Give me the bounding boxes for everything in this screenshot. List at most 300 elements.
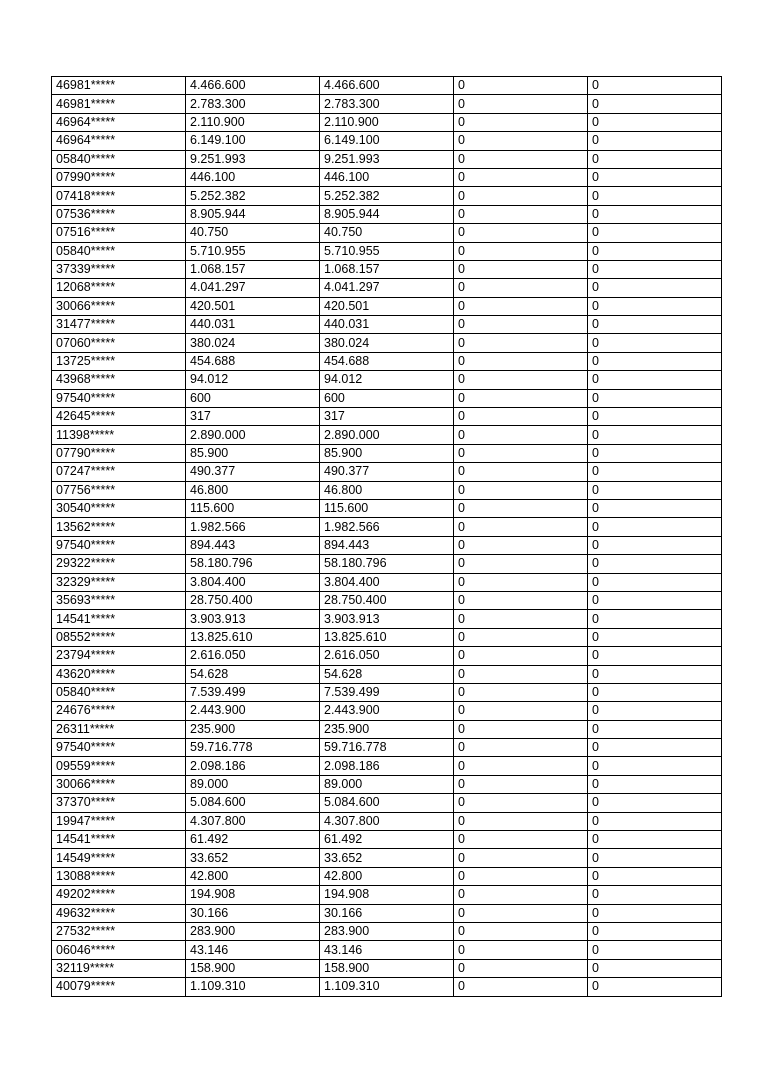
zero-cell-2: 0: [588, 297, 722, 315]
zero-cell-2: 0: [588, 922, 722, 940]
zero-cell: 0: [454, 867, 588, 885]
amount-cell-2: 85.900: [320, 444, 454, 462]
zero-cell-2: 0: [588, 757, 722, 775]
amount-cell: 5.084.600: [186, 794, 320, 812]
masked-id-cell: 14549*****: [52, 849, 186, 867]
amount-cell: 2.110.900: [186, 113, 320, 131]
amount-cell-2: 28.750.400: [320, 591, 454, 609]
amount-cell: 1.068.157: [186, 260, 320, 278]
zero-cell: 0: [454, 886, 588, 904]
zero-cell: 0: [454, 205, 588, 223]
amount-cell-2: 5.710.955: [320, 242, 454, 260]
amount-cell-2: 5.084.600: [320, 794, 454, 812]
table-row: [52, 536, 722, 554]
amount-cell-2: 40.750: [320, 224, 454, 242]
masked-id-cell: 31477*****: [52, 316, 186, 334]
zero-cell-2: 0: [588, 205, 722, 223]
table-row: [52, 555, 722, 573]
table-row: [52, 279, 722, 297]
zero-cell-2: 0: [588, 77, 722, 95]
zero-cell: 0: [454, 95, 588, 113]
zero-cell: 0: [454, 518, 588, 536]
table-row: [52, 499, 722, 517]
masked-id-cell: 07790*****: [52, 444, 186, 462]
amount-cell-2: 380.024: [320, 334, 454, 352]
zero-cell: 0: [454, 941, 588, 959]
zero-cell: 0: [454, 279, 588, 297]
amount-cell: 2.443.900: [186, 702, 320, 720]
amount-cell-2: 2.783.300: [320, 95, 454, 113]
masked-id-cell: 37339*****: [52, 260, 186, 278]
zero-cell-2: 0: [588, 536, 722, 554]
zero-cell: 0: [454, 260, 588, 278]
amount-cell-2: 2.443.900: [320, 702, 454, 720]
masked-id-cell: 97540*****: [52, 536, 186, 554]
amount-cell-2: 7.539.499: [320, 683, 454, 701]
amount-cell: 235.900: [186, 720, 320, 738]
amount-cell-2: 30.166: [320, 904, 454, 922]
masked-id-cell: 14541*****: [52, 610, 186, 628]
amount-cell: 61.492: [186, 831, 320, 849]
masked-id-cell: 14541*****: [52, 831, 186, 849]
zero-cell-2: 0: [588, 739, 722, 757]
amount-cell-2: 94.012: [320, 371, 454, 389]
amount-cell-2: 1.109.310: [320, 978, 454, 996]
zero-cell: 0: [454, 334, 588, 352]
zero-cell-2: 0: [588, 555, 722, 573]
table-row: [52, 591, 722, 609]
amount-cell-2: 59.716.778: [320, 739, 454, 757]
masked-id-cell: 46981*****: [52, 77, 186, 95]
zero-cell-2: 0: [588, 794, 722, 812]
amount-cell-2: 2.890.000: [320, 426, 454, 444]
table-row: [52, 610, 722, 628]
amount-cell-2: 54.628: [320, 665, 454, 683]
masked-id-cell: 08552*****: [52, 628, 186, 646]
zero-cell: 0: [454, 794, 588, 812]
masked-id-cell: 32119*****: [52, 959, 186, 977]
table-row: [52, 444, 722, 462]
zero-cell: 0: [454, 408, 588, 426]
zero-cell-2: 0: [588, 352, 722, 370]
masked-id-cell: 23794*****: [52, 647, 186, 665]
amount-cell: 115.600: [186, 499, 320, 517]
amount-cell-2: 283.900: [320, 922, 454, 940]
masked-id-cell: 13088*****: [52, 867, 186, 885]
amount-cell: 94.012: [186, 371, 320, 389]
amount-cell: 283.900: [186, 922, 320, 940]
zero-cell-2: 0: [588, 316, 722, 334]
table-row: [52, 224, 722, 242]
masked-id-cell: 97540*****: [52, 389, 186, 407]
zero-cell-2: 0: [588, 628, 722, 646]
zero-cell: 0: [454, 316, 588, 334]
table-row: [52, 941, 722, 959]
table-row: [52, 481, 722, 499]
table-row: [52, 426, 722, 444]
amount-cell-2: 2.110.900: [320, 113, 454, 131]
masked-id-cell: 97540*****: [52, 739, 186, 757]
amount-cell: 3.804.400: [186, 573, 320, 591]
zero-cell-2: 0: [588, 481, 722, 499]
table-row: [52, 408, 722, 426]
amount-cell: 85.900: [186, 444, 320, 462]
masked-id-cell: 30066*****: [52, 297, 186, 315]
table-row: [52, 647, 722, 665]
zero-cell: 0: [454, 775, 588, 793]
table-row: [52, 849, 722, 867]
masked-id-cell: 43968*****: [52, 371, 186, 389]
amount-cell-2: 89.000: [320, 775, 454, 793]
amount-cell: 490.377: [186, 463, 320, 481]
zero-cell-2: 0: [588, 279, 722, 297]
zero-cell-2: 0: [588, 463, 722, 481]
amount-cell-2: 490.377: [320, 463, 454, 481]
zero-cell-2: 0: [588, 518, 722, 536]
amount-cell: 1.982.566: [186, 518, 320, 536]
amount-cell-2: 5.252.382: [320, 187, 454, 205]
zero-cell-2: 0: [588, 849, 722, 867]
amount-cell-2: 1.982.566: [320, 518, 454, 536]
table-row: [52, 371, 722, 389]
zero-cell: 0: [454, 536, 588, 554]
amount-cell: 4.307.800: [186, 812, 320, 830]
amount-cell: 9.251.993: [186, 150, 320, 168]
amount-cell-2: 8.905.944: [320, 205, 454, 223]
masked-id-cell: 07516*****: [52, 224, 186, 242]
amount-cell: 43.146: [186, 941, 320, 959]
zero-cell-2: 0: [588, 775, 722, 793]
masked-id-cell: 46981*****: [52, 95, 186, 113]
masked-id-cell: 05840*****: [52, 242, 186, 260]
zero-cell-2: 0: [588, 941, 722, 959]
amount-cell: 2.616.050: [186, 647, 320, 665]
table-row: [52, 959, 722, 977]
masked-id-cell: 07756*****: [52, 481, 186, 499]
amount-cell: 30.166: [186, 904, 320, 922]
amount-cell: 89.000: [186, 775, 320, 793]
amount-cell: 7.539.499: [186, 683, 320, 701]
amount-cell-2: 3.804.400: [320, 573, 454, 591]
amount-cell: 5.710.955: [186, 242, 320, 260]
zero-cell-2: 0: [588, 812, 722, 830]
zero-cell: 0: [454, 389, 588, 407]
amount-cell: 13.825.610: [186, 628, 320, 646]
table-row: [52, 904, 722, 922]
amount-cell: 40.750: [186, 224, 320, 242]
amount-cell: 46.800: [186, 481, 320, 499]
table-row: [52, 316, 722, 334]
amount-cell-2: 2.098.186: [320, 757, 454, 775]
zero-cell: 0: [454, 720, 588, 738]
zero-cell-2: 0: [588, 647, 722, 665]
masked-id-cell: 35693*****: [52, 591, 186, 609]
zero-cell-2: 0: [588, 978, 722, 996]
table-row: [52, 702, 722, 720]
masked-id-cell: 13562*****: [52, 518, 186, 536]
zero-cell: 0: [454, 849, 588, 867]
zero-cell-2: 0: [588, 573, 722, 591]
masked-id-cell: 13725*****: [52, 352, 186, 370]
zero-cell-2: 0: [588, 444, 722, 462]
zero-cell: 0: [454, 647, 588, 665]
masked-id-cell: 40079*****: [52, 978, 186, 996]
table-row: [52, 187, 722, 205]
zero-cell-2: 0: [588, 702, 722, 720]
table-row: [52, 573, 722, 591]
zero-cell: 0: [454, 224, 588, 242]
zero-cell-2: 0: [588, 389, 722, 407]
amount-cell-2: 4.307.800: [320, 812, 454, 830]
zero-cell-2: 0: [588, 150, 722, 168]
zero-cell: 0: [454, 371, 588, 389]
zero-cell: 0: [454, 610, 588, 628]
amount-cell: 894.443: [186, 536, 320, 554]
masked-id-cell: 05840*****: [52, 683, 186, 701]
zero-cell-2: 0: [588, 334, 722, 352]
table-row: [52, 95, 722, 113]
zero-cell-2: 0: [588, 499, 722, 517]
zero-cell-2: 0: [588, 113, 722, 131]
masked-id-cell: 12068*****: [52, 279, 186, 297]
zero-cell: 0: [454, 481, 588, 499]
zero-cell: 0: [454, 168, 588, 186]
table-row: [52, 205, 722, 223]
masked-id-cell: 26311*****: [52, 720, 186, 738]
zero-cell-2: 0: [588, 959, 722, 977]
zero-cell: 0: [454, 150, 588, 168]
zero-cell-2: 0: [588, 665, 722, 683]
zero-cell: 0: [454, 499, 588, 517]
table-row: [52, 867, 722, 885]
masked-id-cell: 19947*****: [52, 812, 186, 830]
zero-cell-2: 0: [588, 720, 722, 738]
table-row: [52, 886, 722, 904]
table-row: [52, 297, 722, 315]
amount-cell: 158.900: [186, 959, 320, 977]
masked-id-cell: 06046*****: [52, 941, 186, 959]
amount-cell: 4.466.600: [186, 77, 320, 95]
zero-cell: 0: [454, 665, 588, 683]
amount-cell-2: 158.900: [320, 959, 454, 977]
amount-cell: 194.908: [186, 886, 320, 904]
amount-cell-2: 61.492: [320, 831, 454, 849]
zero-cell: 0: [454, 352, 588, 370]
amount-cell: 4.041.297: [186, 279, 320, 297]
amount-cell: 600: [186, 389, 320, 407]
table-row: [52, 683, 722, 701]
table-row: [52, 389, 722, 407]
zero-cell-2: 0: [588, 168, 722, 186]
masked-id-cell: 30540*****: [52, 499, 186, 517]
zero-cell: 0: [454, 77, 588, 95]
amount-cell-2: 4.041.297: [320, 279, 454, 297]
amount-cell-2: 317: [320, 408, 454, 426]
masked-id-cell: 07418*****: [52, 187, 186, 205]
table-row: [52, 352, 722, 370]
table-row: [52, 168, 722, 186]
table-row: [52, 812, 722, 830]
table-row: [52, 794, 722, 812]
table-row: [52, 739, 722, 757]
zero-cell-2: 0: [588, 426, 722, 444]
zero-cell-2: 0: [588, 904, 722, 922]
zero-cell: 0: [454, 628, 588, 646]
masked-id-cell: 24676*****: [52, 702, 186, 720]
zero-cell-2: 0: [588, 132, 722, 150]
masked-id-cell: 42645*****: [52, 408, 186, 426]
masked-id-cell: 05840*****: [52, 150, 186, 168]
zero-cell: 0: [454, 812, 588, 830]
amount-cell-2: 4.466.600: [320, 77, 454, 95]
table-row: [52, 150, 722, 168]
masked-id-cell: 46964*****: [52, 132, 186, 150]
table-row: [52, 720, 722, 738]
zero-cell-2: 0: [588, 242, 722, 260]
zero-cell: 0: [454, 573, 588, 591]
masked-id-cell: 46964*****: [52, 113, 186, 131]
table-row: [52, 463, 722, 481]
zero-cell-2: 0: [588, 408, 722, 426]
zero-cell: 0: [454, 297, 588, 315]
amount-cell: 446.100: [186, 168, 320, 186]
amount-cell: 1.109.310: [186, 978, 320, 996]
zero-cell: 0: [454, 555, 588, 573]
masked-id-cell: 30066*****: [52, 775, 186, 793]
masked-id-cell: 09559*****: [52, 757, 186, 775]
amount-cell-2: 42.800: [320, 867, 454, 885]
masked-id-cell: 37370*****: [52, 794, 186, 812]
masked-id-cell: 43620*****: [52, 665, 186, 683]
amount-cell-2: 9.251.993: [320, 150, 454, 168]
zero-cell-2: 0: [588, 610, 722, 628]
amount-cell-2: 115.600: [320, 499, 454, 517]
amount-cell: 58.180.796: [186, 555, 320, 573]
amount-cell-2: 194.908: [320, 886, 454, 904]
zero-cell: 0: [454, 757, 588, 775]
table-row: [52, 978, 722, 996]
zero-cell-2: 0: [588, 95, 722, 113]
masked-id-cell: 49632*****: [52, 904, 186, 922]
amount-cell-2: 420.501: [320, 297, 454, 315]
amount-cell: 5.252.382: [186, 187, 320, 205]
zero-cell: 0: [454, 739, 588, 757]
table-row: [52, 113, 722, 131]
zero-cell-2: 0: [588, 260, 722, 278]
table-row: [52, 665, 722, 683]
table-row: [52, 334, 722, 352]
table-row: [52, 775, 722, 793]
amount-cell-2: 440.031: [320, 316, 454, 334]
table-body: [52, 77, 722, 997]
amount-cell-2: 235.900: [320, 720, 454, 738]
masked-id-cell: 07247*****: [52, 463, 186, 481]
amount-cell: 317: [186, 408, 320, 426]
table-row: [52, 77, 722, 95]
zero-cell-2: 0: [588, 831, 722, 849]
amount-cell: 59.716.778: [186, 739, 320, 757]
zero-cell-2: 0: [588, 867, 722, 885]
amount-cell: 2.783.300: [186, 95, 320, 113]
amount-cell-2: 446.100: [320, 168, 454, 186]
amount-cell: 440.031: [186, 316, 320, 334]
zero-cell-2: 0: [588, 187, 722, 205]
zero-cell: 0: [454, 132, 588, 150]
zero-cell-2: 0: [588, 683, 722, 701]
amount-cell-2: 454.688: [320, 352, 454, 370]
zero-cell-2: 0: [588, 591, 722, 609]
amount-cell-2: 46.800: [320, 481, 454, 499]
zero-cell: 0: [454, 187, 588, 205]
amount-cell-2: 33.652: [320, 849, 454, 867]
amount-cell: 2.098.186: [186, 757, 320, 775]
table-row: [52, 628, 722, 646]
amount-cell: 33.652: [186, 849, 320, 867]
amount-cell: 28.750.400: [186, 591, 320, 609]
masked-id-cell: 29322*****: [52, 555, 186, 573]
zero-cell: 0: [454, 831, 588, 849]
amount-cell: 420.501: [186, 297, 320, 315]
zero-cell: 0: [454, 959, 588, 977]
amount-cell: 2.890.000: [186, 426, 320, 444]
amount-cell: 3.903.913: [186, 610, 320, 628]
amount-cell-2: 43.146: [320, 941, 454, 959]
masked-id-cell: 07990*****: [52, 168, 186, 186]
amount-cell: 8.905.944: [186, 205, 320, 223]
zero-cell: 0: [454, 463, 588, 481]
masked-id-cell: 07060*****: [52, 334, 186, 352]
zero-cell: 0: [454, 113, 588, 131]
masked-id-cell: 32329*****: [52, 573, 186, 591]
table-row: [52, 260, 722, 278]
table-row: [52, 757, 722, 775]
table-row: [52, 922, 722, 940]
amount-cell-2: 2.616.050: [320, 647, 454, 665]
masked-id-cell: 11398*****: [52, 426, 186, 444]
zero-cell: 0: [454, 978, 588, 996]
amount-cell: 6.149.100: [186, 132, 320, 150]
masked-id-cell: 07536*****: [52, 205, 186, 223]
amount-cell: 380.024: [186, 334, 320, 352]
amount-cell-2: 3.903.913: [320, 610, 454, 628]
zero-cell: 0: [454, 444, 588, 462]
amount-cell: 54.628: [186, 665, 320, 683]
data-table: [51, 76, 722, 997]
amount-cell-2: 1.068.157: [320, 260, 454, 278]
amount-cell: 42.800: [186, 867, 320, 885]
zero-cell: 0: [454, 242, 588, 260]
masked-id-cell: 27532*****: [52, 922, 186, 940]
table-row: [52, 518, 722, 536]
table-row: [52, 242, 722, 260]
zero-cell-2: 0: [588, 224, 722, 242]
amount-cell-2: 58.180.796: [320, 555, 454, 573]
zero-cell: 0: [454, 922, 588, 940]
amount-cell-2: 13.825.610: [320, 628, 454, 646]
zero-cell: 0: [454, 591, 588, 609]
masked-id-cell: 49202*****: [52, 886, 186, 904]
zero-cell: 0: [454, 683, 588, 701]
zero-cell-2: 0: [588, 371, 722, 389]
table-row: [52, 831, 722, 849]
amount-cell-2: 6.149.100: [320, 132, 454, 150]
amount-cell-2: 894.443: [320, 536, 454, 554]
zero-cell: 0: [454, 426, 588, 444]
amount-cell-2: 600: [320, 389, 454, 407]
table-row: [52, 132, 722, 150]
zero-cell: 0: [454, 702, 588, 720]
amount-cell: 454.688: [186, 352, 320, 370]
